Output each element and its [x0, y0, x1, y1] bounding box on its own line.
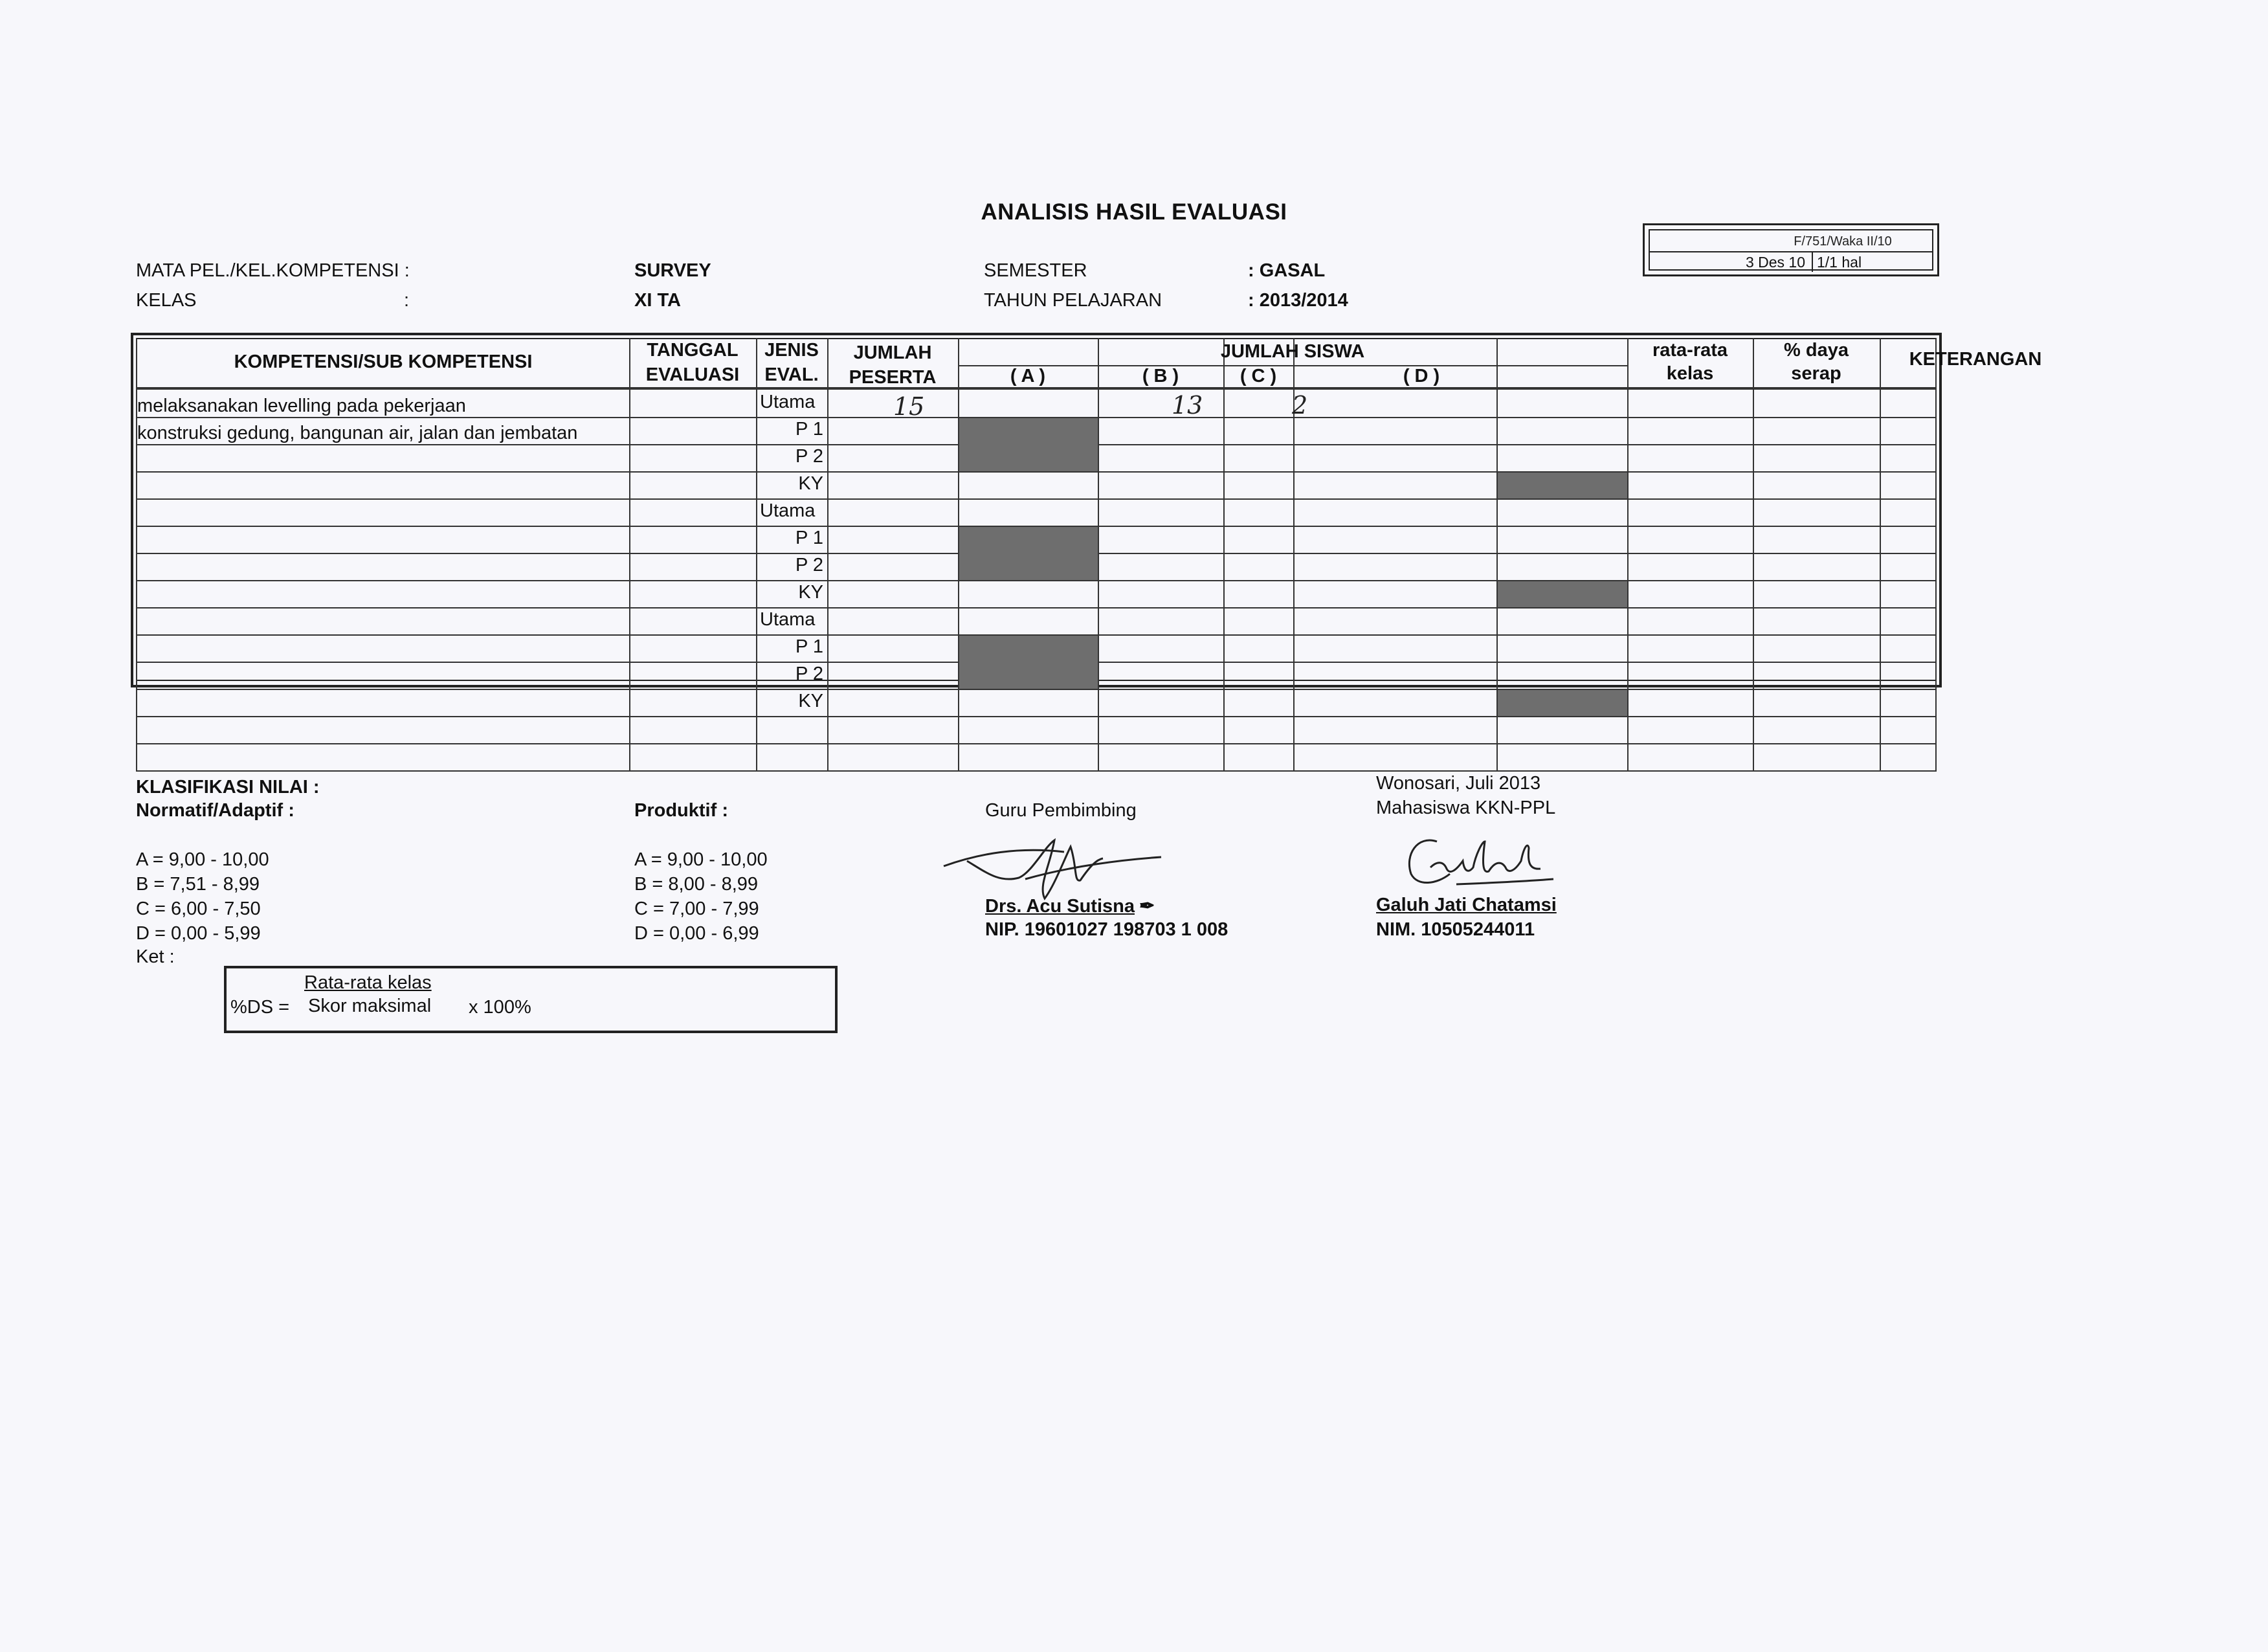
table-column-divider [827, 338, 828, 770]
normatif-d: D = 0,00 - 5,99 [136, 923, 261, 944]
form-date: 3 Des 10 [1650, 252, 1813, 272]
kelas-value: XI TA [634, 290, 681, 311]
col-jenis-1: JENIS [764, 340, 819, 361]
col-kompetensi: KOMPETENSI/SUB KOMPETENSI [234, 352, 533, 372]
shaded-cell [1498, 690, 1627, 716]
guru-nip: NIP. 19601027 198703 1 008 [985, 919, 1228, 940]
table-column-divider [1098, 338, 1099, 770]
col-grade-a: ( A ) [1010, 366, 1046, 386]
col-daya-1: % daya [1784, 340, 1849, 361]
eval-type-cell: Utama [760, 392, 816, 412]
table-row-line [136, 607, 1937, 608]
kompetensi-line-2: konstruksi gedung, bangunan air, jalan dan jembatan [137, 423, 578, 443]
klasifikasi-heading: KLASIFIKASI NILAI : [136, 777, 320, 798]
guru-name: Drs. Acu Sutisna [985, 896, 1135, 917]
normatif-c: C = 6,00 - 7,50 [136, 899, 261, 919]
table-row-line [136, 580, 1937, 581]
table-column-divider [629, 338, 630, 770]
mapel-value: SURVEY [634, 260, 711, 281]
eval-type-cell: KY [798, 473, 823, 494]
col-grade-c: ( C ) [1240, 366, 1277, 386]
tahun-label: TAHUN PELAJARAN [984, 290, 1162, 311]
table-row-line [136, 471, 1937, 473]
produktif-label: Produktif : [634, 800, 728, 821]
evaluation-table [131, 333, 2042, 770]
mahasiswa-signature [1392, 822, 1560, 900]
col-peserta-2: PESERTA [849, 367, 937, 388]
eval-type-cell: KY [798, 582, 823, 603]
ket-label: Ket : [136, 946, 175, 967]
table-row-line [136, 689, 1937, 690]
eval-type-cell: P 2 [795, 446, 823, 467]
formula-numerator: Rata-rata kelas [304, 972, 432, 993]
form-pages: 1/1 hal [1817, 254, 1862, 271]
table-row-line [136, 498, 1937, 500]
mahasiswa-nim: NIM. 10505244011 [1376, 919, 1535, 940]
shaded-cell [959, 636, 1098, 689]
formula-factor: x 100% [469, 997, 531, 1018]
produktif-d: D = 0,00 - 6,99 [634, 923, 759, 944]
kompetensi-line-1: melaksanakan levelling pada pekerjaan [137, 396, 466, 416]
pen-mark-icon: ✒ [1139, 896, 1155, 917]
col-peserta-1: JUMLAH [853, 342, 932, 363]
shaded-cell [1498, 473, 1627, 498]
produktif-a: A = 9,00 - 10,00 [634, 849, 768, 870]
document-title: ANALISIS HASIL EVALUASI [981, 199, 1287, 225]
col-tanggal-1: TANGGAL [647, 340, 739, 361]
shaded-cell [959, 418, 1098, 471]
form-reference-box [1643, 223, 1939, 276]
eval-type-cell: Utama [760, 500, 816, 521]
col-rata-2: kelas [1666, 363, 1714, 384]
produktif-c: C = 7,00 - 7,99 [634, 899, 759, 919]
table-column-divider [1880, 338, 1881, 770]
handwritten-peserta: 15 [893, 392, 925, 421]
table-row-line [136, 387, 1937, 390]
col-jenis-2: EVAL. [764, 364, 819, 385]
eval-type-cell: P 1 [795, 636, 823, 657]
normatif-b: B = 7,51 - 8,99 [136, 874, 260, 895]
eval-type-cell: P 1 [795, 419, 823, 440]
table-column-divider [1627, 338, 1629, 770]
normatif-a: A = 9,00 - 10,00 [136, 849, 269, 870]
formula-denominator: Skor maksimal [308, 996, 432, 1016]
mahasiswa-name: Galuh Jati Chatamsi [1376, 895, 1557, 915]
table-column-divider [1753, 338, 1754, 770]
col-grade-b: ( B ) [1142, 366, 1179, 386]
table-column-divider [1223, 338, 1225, 770]
col-jumlah-siswa: JUMLAH SISWA [1220, 341, 1365, 362]
mahasiswa-role: Mahasiswa KKN-PPL [1376, 798, 1556, 818]
table-row-line [136, 716, 1937, 717]
eval-type-cell: P 2 [795, 664, 823, 684]
mapel-label: MATA PEL./KEL.KOMPETENSI : [136, 260, 410, 281]
table-side-border [1935, 338, 1937, 770]
formula-ds: %DS = [230, 997, 290, 1018]
col-grade-d: ( D ) [1403, 366, 1440, 386]
semester-label: SEMESTER [984, 260, 1087, 281]
kelas-label: KELAS [136, 290, 197, 311]
col-daya-2: serap [1791, 363, 1841, 384]
handwritten-b: 13 [1172, 391, 1203, 419]
handwritten-c: 2 [1292, 391, 1308, 419]
eval-type-cell: Utama [760, 609, 816, 630]
place-date: Wonosari, Juli 2013 [1376, 773, 1541, 794]
col-tanggal-2: EVALUASI [645, 364, 740, 385]
semester-value: : GASAL [1248, 260, 1326, 281]
produktif-b: B = 8,00 - 8,99 [634, 874, 759, 895]
eval-type-cell: P 1 [795, 528, 823, 548]
eval-type-cell: P 2 [795, 555, 823, 575]
eval-type-cell: KY [798, 691, 823, 711]
col-rata-1: rata-rata [1652, 340, 1728, 361]
normatif-label: Normatif/Adaptif : [136, 800, 295, 821]
shaded-cell [1498, 581, 1627, 607]
table-row-line [136, 743, 1937, 744]
table-row-line [136, 770, 1937, 772]
form-code: F/751/Waka II/10 [1650, 232, 1932, 252]
shaded-cell [959, 527, 1098, 580]
kelas-colon: : [404, 290, 410, 311]
col-keterangan: KETERANGAN [1909, 349, 2042, 370]
tahun-value: : 2013/2014 [1248, 290, 1348, 311]
guru-role: Guru Pembimbing [985, 800, 1137, 821]
